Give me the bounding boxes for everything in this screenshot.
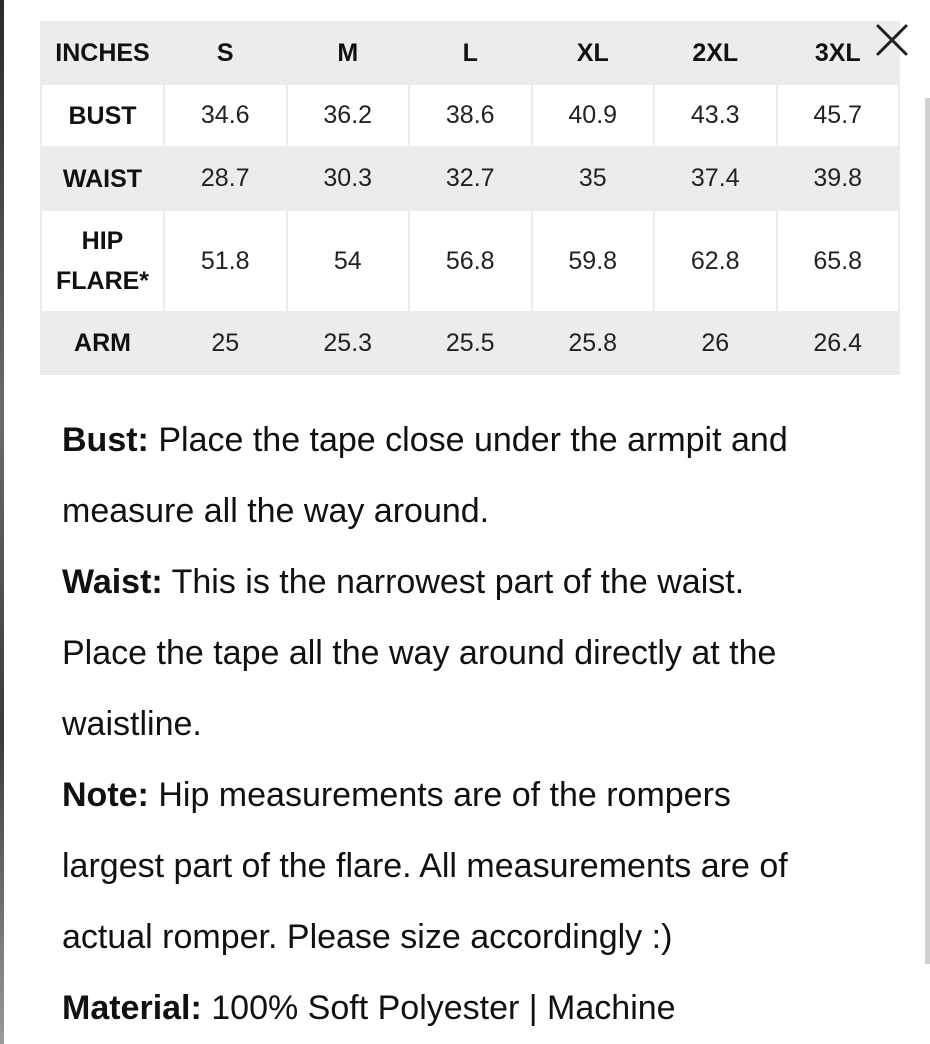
row-label-waist: WAIST bbox=[41, 147, 164, 210]
table-cell: 36.2 bbox=[287, 84, 410, 147]
table-cell: 26 bbox=[654, 312, 777, 374]
table-cell: 38.6 bbox=[409, 84, 532, 147]
table-cell: 39.8 bbox=[777, 147, 900, 210]
table-cell: 62.8 bbox=[654, 210, 777, 312]
table-cell: 35 bbox=[532, 147, 655, 210]
table-cell: 37.4 bbox=[654, 147, 777, 210]
table-row-arm bbox=[41, 312, 899, 374]
row-label-arm: ARM bbox=[41, 312, 164, 374]
table-cell: 26.4 bbox=[777, 312, 900, 374]
table-cell: 25 bbox=[164, 312, 287, 374]
table-cell: 65.8 bbox=[777, 210, 900, 312]
table-cell: 43.3 bbox=[654, 84, 777, 147]
close-button[interactable] bbox=[870, 18, 914, 62]
close-icon[interactable] bbox=[875, 23, 909, 57]
size-header-m: M bbox=[287, 22, 410, 84]
row-label-hip-line2: FLARE* bbox=[55, 267, 150, 295]
size-header-s: S bbox=[164, 22, 287, 84]
bust-note-line2: measure all the way around. bbox=[62, 492, 490, 530]
left-screen-edge bbox=[0, 0, 4, 1044]
hip-note-line1: Note: Hip measurements are of the rompers bbox=[62, 776, 731, 814]
product-notes bbox=[62, 405, 882, 1044]
hip-note-line2: largest part of the flare. All measurements are of bbox=[62, 847, 788, 885]
table-cell: 54 bbox=[287, 210, 410, 312]
row-label-hip-line1: HIP bbox=[81, 227, 124, 255]
table-cell: 59.8 bbox=[532, 210, 655, 312]
bust-note-line1: Bust: Place the tape close under the armpit and bbox=[62, 421, 788, 459]
waist-note-line3: waistline. bbox=[62, 705, 202, 743]
waist-note-line1: Waist: This is the narrowest part of the waist. bbox=[62, 563, 745, 601]
table-cell: 56.8 bbox=[409, 210, 532, 312]
table-cell: 32.7 bbox=[409, 147, 532, 210]
table-cell: 25.8 bbox=[532, 312, 655, 374]
table-row-bust bbox=[41, 84, 899, 147]
waist-note-line2: Place the tape all the way around directly at the bbox=[62, 634, 777, 672]
note-label: Note: bbox=[62, 776, 149, 814]
size-chart-table bbox=[40, 21, 900, 375]
table-cell: 51.8 bbox=[164, 210, 287, 312]
material-label: Material: bbox=[62, 989, 202, 1027]
size-header-l: L bbox=[409, 22, 532, 84]
size-header-row bbox=[41, 22, 899, 84]
table-cell: 30.3 bbox=[287, 147, 410, 210]
corner-label: INCHES bbox=[41, 22, 164, 84]
size-header-3xl: 3XL bbox=[777, 22, 900, 84]
table-cell: 28.7 bbox=[164, 147, 287, 210]
material-note-line1: Material: 100% Soft Polyester | Machine bbox=[62, 989, 676, 1027]
hip-note-line3: actual romper. Please size accordingly :) bbox=[62, 918, 673, 956]
table-row-hip-flare bbox=[41, 210, 899, 312]
bust-note-label: Bust: bbox=[62, 421, 149, 459]
table-cell: 34.6 bbox=[164, 84, 287, 147]
waist-note-label: Waist: bbox=[62, 563, 163, 601]
row-label-bust: BUST bbox=[41, 84, 164, 147]
size-header-2xl: 2XL bbox=[654, 22, 777, 84]
table-cell: 40.9 bbox=[532, 84, 655, 147]
table-cell: 25.5 bbox=[409, 312, 532, 374]
table-cell: 25.3 bbox=[287, 312, 410, 374]
scrollbar[interactable] bbox=[925, 98, 930, 964]
table-row-waist bbox=[41, 147, 899, 210]
row-label-hip-flare bbox=[41, 210, 164, 312]
size-header-xl: XL bbox=[532, 22, 655, 84]
table-cell: 45.7 bbox=[777, 84, 900, 147]
